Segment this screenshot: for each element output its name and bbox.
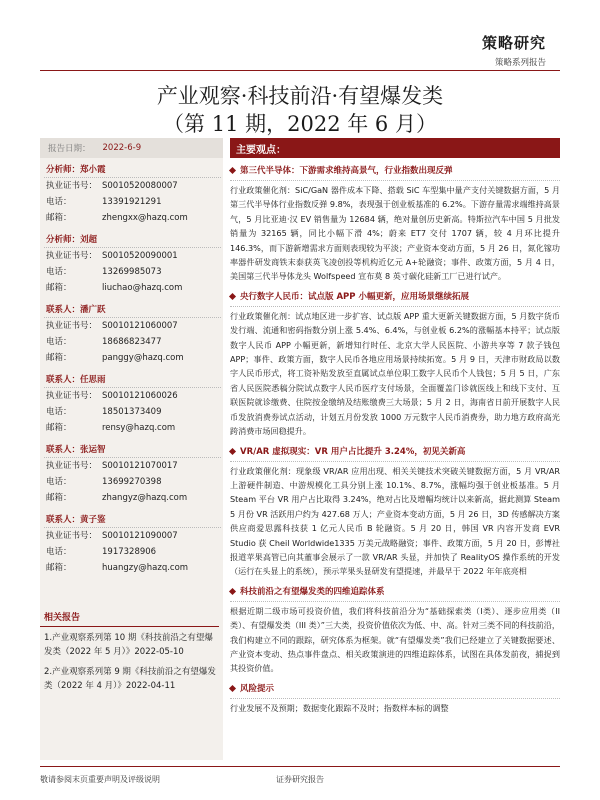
analyst-name: 分析师：刘超	[44, 228, 221, 248]
analyst-phone: 电话： 13699270398	[46, 477, 162, 487]
section-paragraph: 根据近期二级市场可投资价值，我们将科技前沿分为“基础探索类（I类）、逐步应用类（II 类）、有望爆发类（III 类）”三大类，投资价值依次为低、中、高。针对三类不同的科技前沿，我们构建立不同的跟踪，研究体系为框架。就“有望爆发类”我们已经建立了关键数据要述、产业资本变动、热点事件盘点、相关政策演进的四维追踪体系，试图在具体发前夜，捕捉到其投资价值。	[230, 605, 560, 674]
analyst-name: 联系人：潘广跃	[44, 298, 221, 318]
section	[230, 584, 560, 676]
analyst-phone: 电话： 1917328906	[46, 547, 157, 557]
analyst-email[interactable]: 邮箱： zhangyz@hazq.com	[46, 493, 188, 503]
diamond-bullet-icon	[229, 447, 236, 454]
report-issue: （第 11 期，2022 年 6 月）	[163, 112, 437, 136]
analyst-cert: 执业证书号： S0010121060026	[46, 391, 178, 401]
analyst-email[interactable]: 邮箱： zhengxx@hazq.com	[46, 213, 188, 223]
analyst-cert: 执业证书号： S0010520080007	[46, 181, 178, 191]
analyst-card	[40, 368, 223, 438]
section-paragraph: 行业政策催化剂：现象级 VR/AR 应用出现、相关关键技术突破关键数据方面，5 月 VR/AR 上游硬件制造、中游规模化工具分别上涨 10.1%、8.7%，涨幅均强于创业板基准。5 月 Steam 平台 VR 用户占比取得 3.24%，绝对占比及增幅均统计以来新高，据此测算 Steam 5 月份 VR 活跃用户约为 427.68 万人；产业资本变动方面，5 月 26 日，3D 传感解决方案供应商爱思露科技获 1 亿元人民币 B 轮融资。5 月 20 日，韩国 VR 内容开发商 EVR Studio 获 Cheil Worldwide1335 万美元战略融资；事件、政策方面，5 月 20 日，彭博社报道苹果高管已向其董事会展示了一款 VR/AR 头显，并加快了 RealityOS 操作系统的开发（运行在头显上的系统），预示苹果头显研发有望提速，并最早于 2022 年年底亮相	[230, 465, 560, 577]
section-heading: 科技前沿之有望爆发类的四维追踪体系	[230, 584, 560, 602]
section	[230, 681, 560, 715]
analyst-list	[40, 158, 223, 578]
analyst-name: 联系人：黄子鉴	[44, 508, 221, 528]
brand-title: 策略研究	[481, 34, 546, 52]
footer-divider	[40, 766, 560, 767]
analyst-email[interactable]: 邮箱： liuchao@hazq.com	[46, 283, 183, 293]
section-heading: 风险提示	[230, 681, 560, 699]
section-paragraph: 行业发展不及预期；数据变化跟踪不及时；指数样本标的调整	[230, 702, 449, 713]
section-heading: VR/AR 虚拟现实：VR 用户占比提升 3.24%，初见关新高	[230, 444, 560, 462]
analyst-cert: 执业证书号： S0010520090001	[46, 251, 178, 261]
section-paragraph: 行业政策催化剂：试点地区进一步扩容、试点版 APP 重大更新关键数据方面，5 月数字货币发行端、流通和密码指数分别上涨 5.4%、6.4%，与创业板 6.2%的涨幅基本持平；试点版数字人民币 APP 小幅更新，新增知行时任、北京大学人民医院、小游共享等 7 款子钱包 APP；事件、政策方面，数字人民币各地应用场景持续拓宽。5 月 9 日，天津市财政局以数字人民币形式，将工资补贴发放至直属试点单位职工数字人民币个人钱包；5 月 5 日，广东省人民医院悉稿分院试点数字人民币医疗支付场景，全面覆盖门诊就医线上和线下支付、互联医院就诊缴费、住院按金缴纳及结账缴费三大场景；5 月 2 日，海南省日前开展数字人民币发放消费券试点活动，计划五月份发放 1000 万元数字人民币消费券，助力地方政府高光跨消费市场回稳提升。	[230, 310, 560, 437]
sidebar	[40, 138, 223, 760]
report-title: 产业观察·科技前沿·有望爆发类	[156, 84, 444, 108]
header-divider	[40, 70, 560, 71]
main-content	[230, 138, 560, 715]
report-date-value: 2022-6-9	[102, 143, 142, 153]
analyst-phone: 电话： 18686823477	[46, 337, 162, 347]
report-date-label: 报告日期：	[48, 144, 91, 154]
diamond-bullet-icon	[229, 685, 236, 692]
report-date	[40, 138, 223, 158]
analyst-card	[40, 158, 223, 228]
main-points-bar: 主要观点：	[230, 138, 560, 158]
analyst-email[interactable]: 邮箱： rensy@hazq.com	[46, 423, 176, 433]
section	[230, 289, 560, 439]
related-reports-title: 相关报告	[40, 610, 219, 627]
section-paragraph: 行业政策催化剂：SiC/GaN 器件成本下降、搭载 SiC 车型集中量产支付关键数据方面，5 月第三代半导体行业指数反弹 9.8%，表现强于创业板基准的 6.2%。下游存量需求端维持高景气，5 月比亚迪·汉 EV 销售量为 12684 辆，绝对量创历史新高。特斯拉汽车中国 5 月批发销量为 32165 辆，同比小幅下滑 4%；蔚来 ET7 交付 1707 辆，较 4 月环比提升 146.3%，而下游新增需求方面则表现较为平淡；产业资本变动方面，5 月 26 日，氮化镓功率器件研发商铁末泰获英飞凌创投等机构近亿元 A+轮融资；事件、政策方面，5 月 4 日，美国第三代半导体龙头 Wolfspeed 宣布莫 8 英寸碳化硅新工厂已进行试产。	[230, 185, 560, 282]
analyst-card	[40, 228, 223, 298]
diamond-bullet-icon	[229, 588, 236, 595]
analyst-name: 分析师：郑小霞	[44, 158, 221, 178]
analyst-card	[40, 438, 223, 508]
section	[230, 163, 560, 284]
section	[230, 444, 560, 579]
section-heading: 第三代半导体：下游需求维持高景气，行业指数出现反弹	[230, 163, 560, 181]
analyst-card	[40, 508, 223, 578]
diamond-bullet-icon	[229, 293, 236, 300]
related-report-item[interactable]: 1.产业观察系列第 10 期《科技前沿之有望爆发类（2022 年 5 月）》2022-05-10	[44, 633, 213, 657]
related-report-item[interactable]: 2.产业观察系列第 9 期《科技前沿之有望爆发类（2022 年 4 月）》2022-04-11	[44, 667, 216, 691]
diamond-bullet-icon	[229, 167, 236, 174]
footer-label: 证券研究报告	[276, 775, 324, 784]
section-heading: 央行数字人民币：试点版 APP 小幅更新，应用场景继续拓展	[230, 289, 560, 307]
analyst-cert: 执业证书号： S0010121090007	[46, 531, 178, 541]
sections	[230, 163, 560, 715]
analyst-cert: 执业证书号： S0010121070017	[46, 461, 178, 471]
analyst-email[interactable]: 邮箱： panggy@hazq.com	[46, 353, 184, 363]
analyst-name: 联系人：张运智	[44, 438, 221, 458]
analyst-phone: 电话： 18501373409	[46, 407, 162, 417]
analyst-phone: 电话： 13269985073	[46, 267, 162, 277]
analyst-email[interactable]: 邮箱： huangzy@hazq.com	[46, 563, 189, 573]
analyst-phone: 电话： 13391921291	[46, 197, 162, 207]
analyst-card	[40, 298, 223, 368]
report-series: 策略系列报告	[494, 58, 546, 68]
footer-disclaimer: 敬请参阅末页重要声明及评级说明	[40, 775, 160, 784]
analyst-cert: 执业证书号： S0010121060007	[46, 321, 178, 331]
analyst-name: 联系人：任思雨	[44, 368, 221, 388]
